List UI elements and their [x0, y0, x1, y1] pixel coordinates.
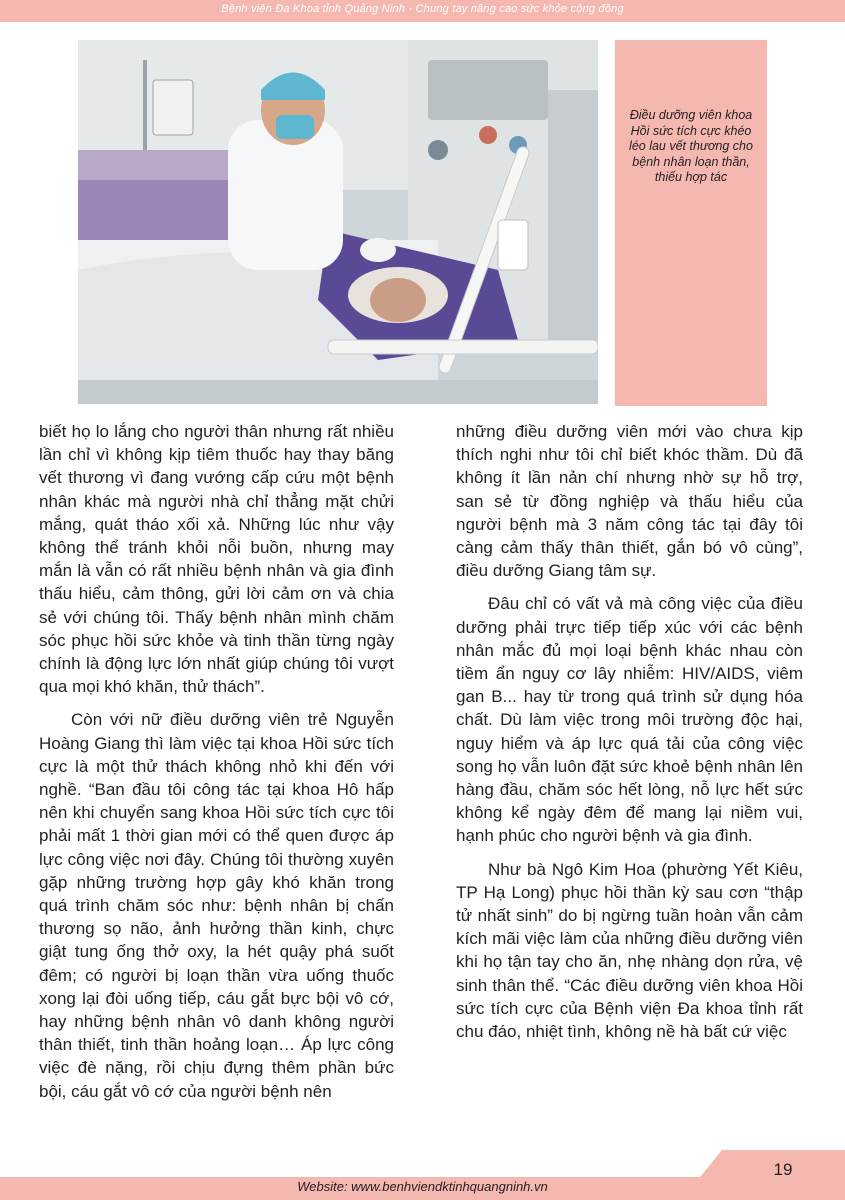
caption-box [615, 40, 767, 406]
right-column [456, 420, 803, 1053]
body-paragraph: Còn với nữ điều dưỡng viên trẻ Nguyễn Hoàng Giang thì làm việc tại khoa Hồi sức tích cực là một thử thách không nhỏ khi đến với nghề. “Ban đầu tôi công tác tại khoa Hô hấp nên khi chuyển sang khoa Hồi sức tích cực tôi phải mất 1 thời gian mới có thể quen được áp lực công việc nơi đây. Chúng tôi thường xuyên gặp những trường hợp gây khó khăn trong quá trình chăm sóc như: bệnh nhân bị chấn thương sọ não, ảnh hưởng thần kinh, chực giật tung ống thở oxy, la hét quậy phá suốt đêm; có người bị loạn thần vừa uống thuốc xong lại đòi uống tiếp, cáu gắt bực bội vô cớ, hay những bệnh nhân vô danh không người thân thiết, tinh thần hoảng loạn… Áp lực công việc đè nặng, rồi chịu đựng thêm phần bức bội, cáu gắt vô cớ của người bệnh nên [39, 710, 394, 1101]
website-link[interactable]: Website: www.benhviendktinhquangninh.vn [297, 1179, 548, 1194]
body-paragraph: biết họ lo lắng cho người thân nhưng rất nhiều lần chỉ vì không kịp tiêm thuốc hay thay băng vết thương vì đang vướng cấp cứu một bệnh nhân khác mà người nhà chỉ thẳng mặt chửi mắng, quát tháo xối xả. Những lúc như vậy không thể tránh khỏi nỗi buồn, nhưng may mắn là vẫn có rất nhiều bệnh nhân và gia đình thấu hiểu, cảm thông, gửi lời cảm ơn và chia sẻ với chúng tôi. Thấy bệnh nhân mình chăm sóc phục hồi sức khỏe và tinh thần từng ngày chính là động lực lớn nhất giúp chúng tôi vượt qua mọi khó khăn, thử thách”. [39, 422, 394, 697]
body-paragraph: Đâu chỉ có vất vả mà công việc của điều dưỡng phải trực tiếp tiếp xúc với các bệnh nhân mắc đủ mọi loại bệnh khác nhau còn tiềm ẩn nguy cơ lây nhiễm: HIV/AIDS, viêm gan B... hay từ trong quá trình sử dụng hóa chất. Dù làm việc trong môi trường độc hại, nguy hiểm và áp lực quá tải của công việc song họ vẫn luôn đặt sức khoẻ bệnh nhân lên hàng đầu, chăm sóc hết lòng, nỗ lực hết sức không kể ngày đêm để mang lại niềm vui, hạnh phúc cho người bệnh và gia đình. [456, 594, 803, 846]
nurse-caring-patient-photo [78, 40, 598, 404]
body-paragraph: Như bà Ngô Kim Hoa (phường Yết Kiêu, TP Hạ Long) phục hồi thần kỳ sau cơn “thập tử nhất sinh” do bị ngừng tuần hoàn vẫn cảm kích mãi việc làm của những điều dưỡng viên khi họ tận tay cho ăn, nhẹ nhàng dọn rửa, vệ sinh thân thể. “Các điều dưỡng viên khoa Hồi sức tích cực của Bệnh viện Đa khoa tỉnh rất chu đáo, nhiệt tình, không nề hà bất cứ việc [456, 859, 803, 1042]
body-paragraph: những điều dưỡng viên mới vào chưa kịp thích nghi như tôi chỉ biết khóc thầm. Dù đã không ít lần nản chí nhưng nhờ sự hỗ trợ, san sẻ từ đồng nghiệp và thấu hiểu của người bệnh mà 3 năm công tác tại đây tôi càng cảm thấy thân thiết, gắn bó vô cùng”, điều dưỡng Giang tâm sự. [456, 422, 803, 581]
page-number: 19 [773, 1160, 793, 1179]
photo-caption: Điều dưỡng viên khoa Hồi sức tích cực khéo léo lau vết thương cho bệnh nhân loạn thần, thiếu hợp tác [629, 108, 753, 184]
header-title: Bệnh viện Đa Khoa tỉnh Quảng Ninh - Chung tay nâng cao sức khỏe cộng đồng [221, 3, 624, 15]
left-column [39, 420, 394, 1113]
